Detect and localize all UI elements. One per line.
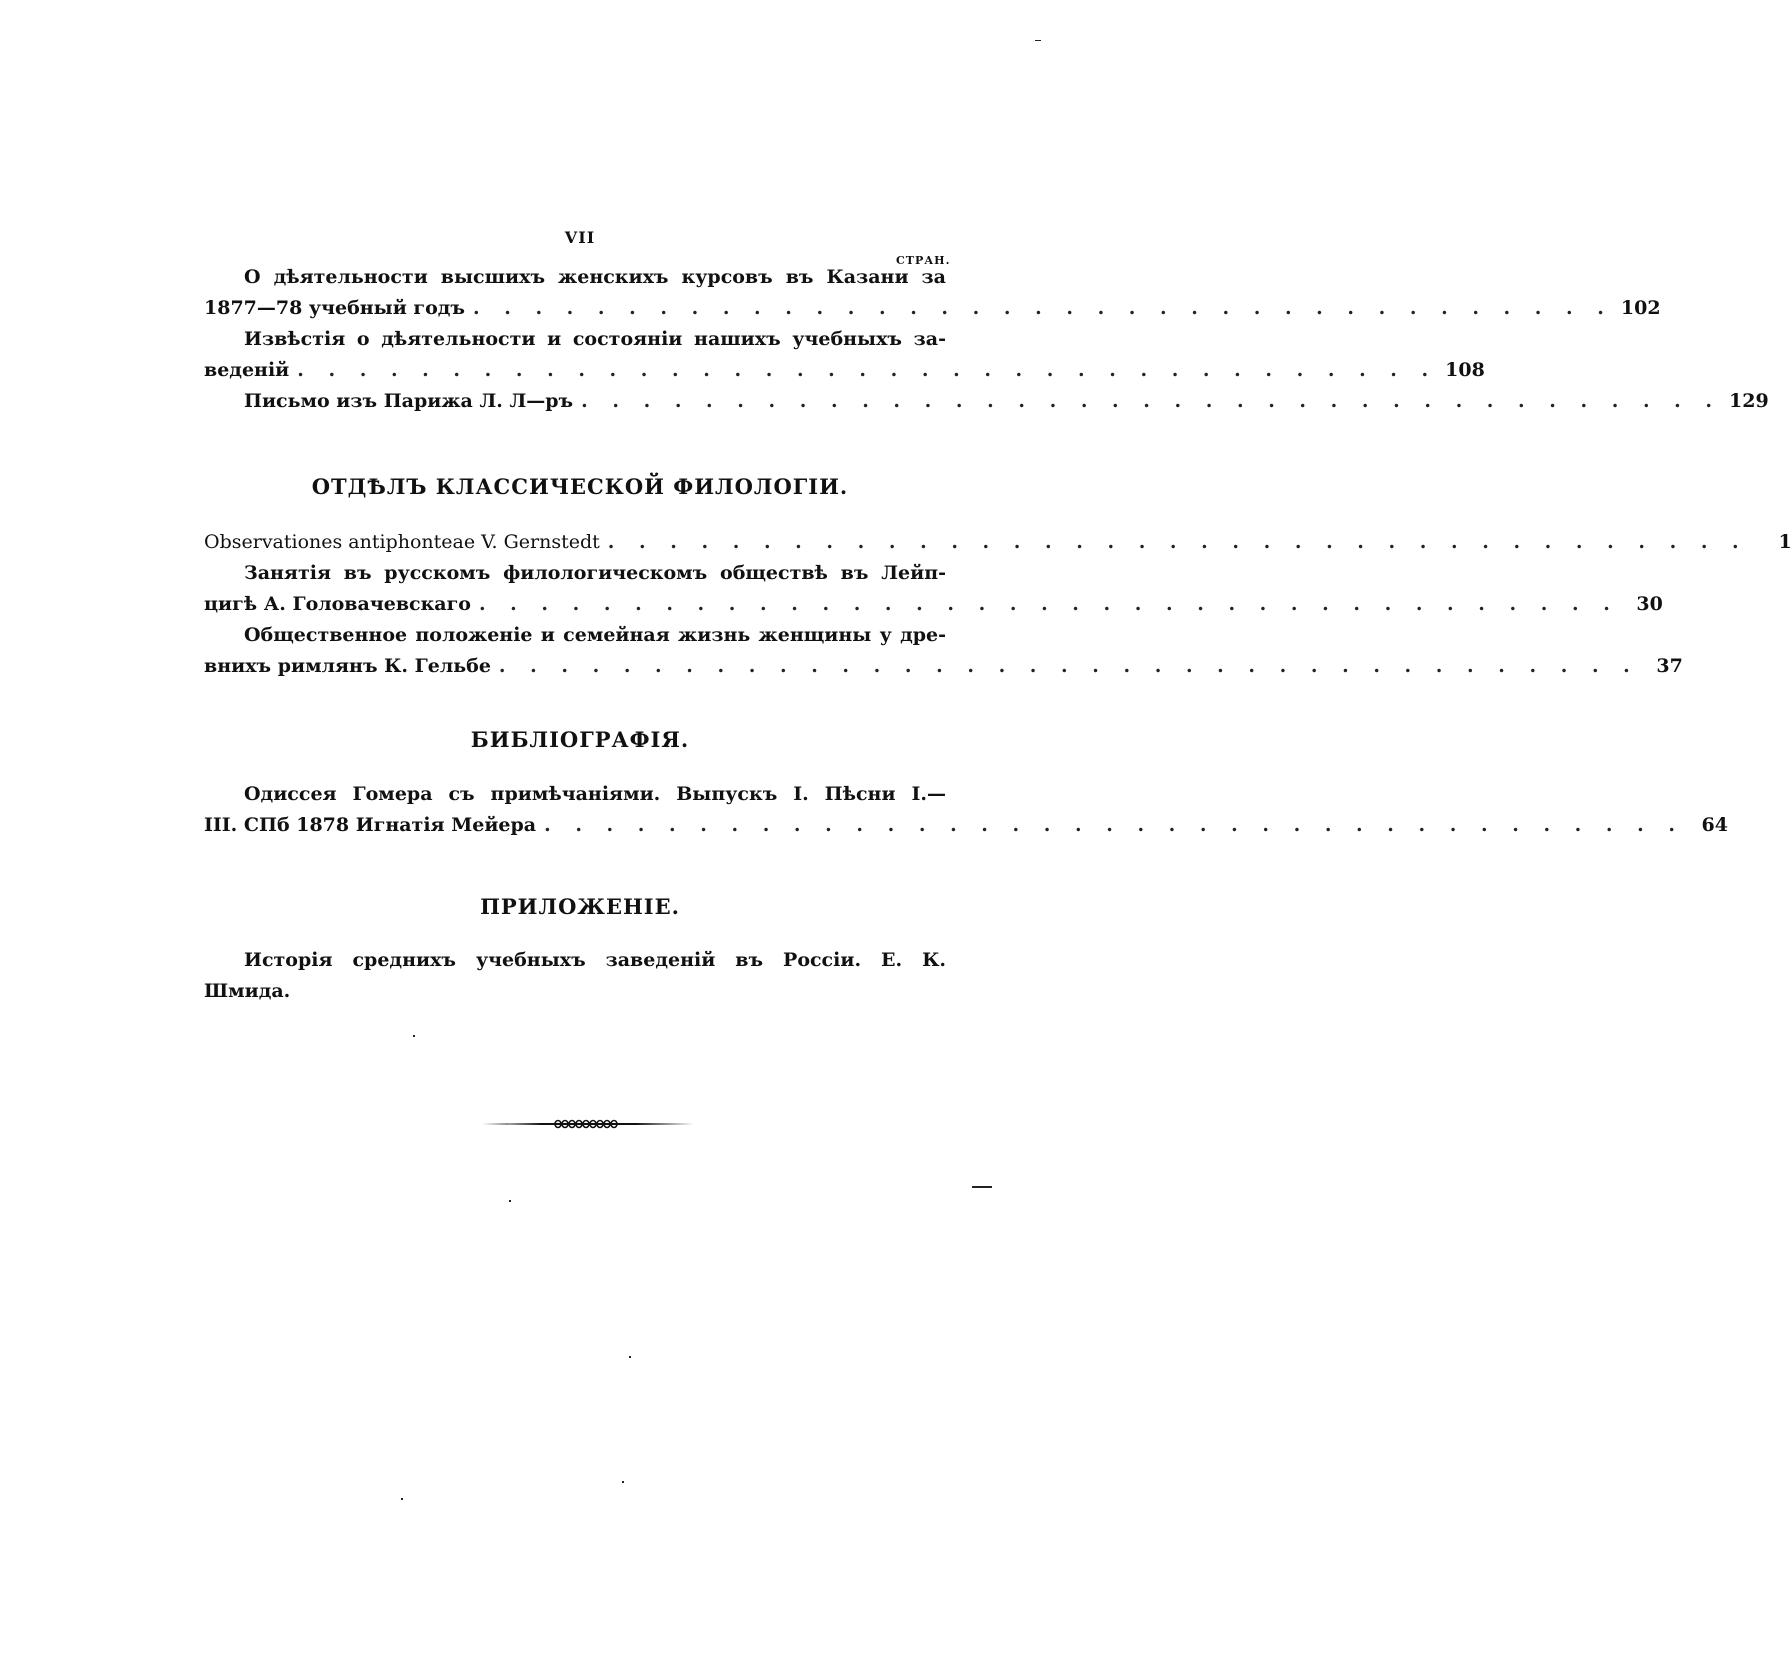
toc-entry-text: цигѣ А. Головачевскаго bbox=[204, 593, 471, 615]
scan-speck bbox=[401, 1498, 403, 1500]
toc-entry-line: Исторія среднихъ учебныхъ заведеній въ Россіи. Е. К. bbox=[244, 949, 946, 971]
scan-speck bbox=[629, 1356, 631, 1358]
toc-entry-line bbox=[204, 810, 1728, 841]
scan-speck bbox=[413, 1035, 415, 1037]
scan-speck bbox=[622, 1481, 624, 1483]
toc-bibliography-entries bbox=[204, 779, 1728, 841]
section-title-appendix: ПРИЛОЖЕНІЕ. bbox=[480, 894, 680, 919]
toc-entry-text: Observationes antiphonteae V. Gernstedt bbox=[204, 531, 600, 553]
toc-page-number: 37 bbox=[1656, 655, 1683, 677]
dot-leader: . . . . . . . . . . . . . . . . . . . . . . . . . . . . . . . . . . . . . bbox=[607, 531, 1748, 553]
toc-page-number: 108 bbox=[1445, 359, 1485, 381]
folio-number: VII bbox=[564, 228, 596, 247]
toc-entry-line bbox=[204, 293, 1661, 324]
toc-page-number: 1 bbox=[1778, 531, 1792, 553]
toc-entry-text: веденій bbox=[204, 359, 290, 381]
dot-leader: . . . . . . . . . . . . . . . . . . . . . . . . . . . . . . . . . . . . . bbox=[498, 655, 1639, 677]
dot-leader: . . . . . . . . . . . . . . . . . . . . . . . . . . . . . . . . . . . . . bbox=[581, 390, 1722, 412]
section-title-bibliography: БИБЛІОГРАФІЯ. bbox=[470, 727, 690, 752]
page-column-header: СТРАН. bbox=[896, 254, 951, 267]
toc-page-number: 102 bbox=[1620, 297, 1661, 319]
toc-entry-line bbox=[204, 386, 1769, 417]
toc-entry-line bbox=[204, 589, 1663, 620]
toc-page-number: 64 bbox=[1701, 814, 1728, 836]
toc-top-entries bbox=[204, 262, 1769, 417]
toc-entry-line bbox=[204, 355, 1485, 386]
section-title-classical: ОТДѢЛЪ КЛАССИЧЕСКОЙ ФИЛОЛОГІИ. bbox=[311, 474, 849, 499]
toc-entry-line: Общественное положеніе и семейная жизнь женщины у дре- bbox=[244, 624, 946, 646]
toc-entry-line: Одиссея Гомера съ примѣчаніями. Выпускъ I. Пѣсни I.— bbox=[244, 783, 946, 805]
scan-speck bbox=[1035, 40, 1041, 41]
toc-appendix-entries bbox=[204, 945, 946, 1007]
toc-entry-text: III. СПб 1878 Игнатія Мейера bbox=[204, 814, 537, 836]
toc-page-number: 129 bbox=[1729, 390, 1769, 412]
dot-leader: . . . . . . . . . . . . . . . . . . . . . . . . . . . . . . . . . . . . . bbox=[472, 297, 1613, 319]
toc-entry-line: Извѣстія о дѣятельности и состояніи нашихъ учебныхъ за- bbox=[244, 328, 946, 350]
dot-leader: . . . . . . . . . . . . . . . . . . . . . . . . . . . . . . . . . . . . . bbox=[478, 593, 1619, 615]
toc-entry-line: Занятія въ русскомъ филологическомъ обществѣ въ Лейп- bbox=[244, 562, 946, 584]
toc-classical-entries bbox=[204, 527, 1792, 682]
scan-mark bbox=[972, 1186, 992, 1188]
toc-entry-text: внихъ римлянъ К. Гельбе bbox=[204, 655, 491, 677]
toc-page-number: 30 bbox=[1636, 593, 1663, 615]
toc-entry-line bbox=[204, 651, 1683, 682]
toc-entry-line bbox=[204, 527, 1792, 558]
scan-speck bbox=[509, 1200, 511, 1202]
dot-leader: . . . . . . . . . . . . . . . . . . . . . . . . . . . . . . . . . . . . . bbox=[544, 814, 1684, 836]
toc-entry-text: Письмо изъ Парижа Л. Л—ръ bbox=[244, 390, 574, 412]
toc-entry-line: Шмида. bbox=[204, 980, 291, 1002]
ornament-rule-icon bbox=[482, 1119, 694, 1129]
dot-leader: . . . . . . . . . . . . . . . . . . . . . . . . . . . . . . . . . . . . . bbox=[297, 359, 1438, 381]
toc-entry-line: О дѣятельности высшихъ женскихъ курсовъ въ Казани за bbox=[244, 266, 946, 288]
toc-entry-text: 1877—78 учебный годъ bbox=[204, 297, 465, 319]
